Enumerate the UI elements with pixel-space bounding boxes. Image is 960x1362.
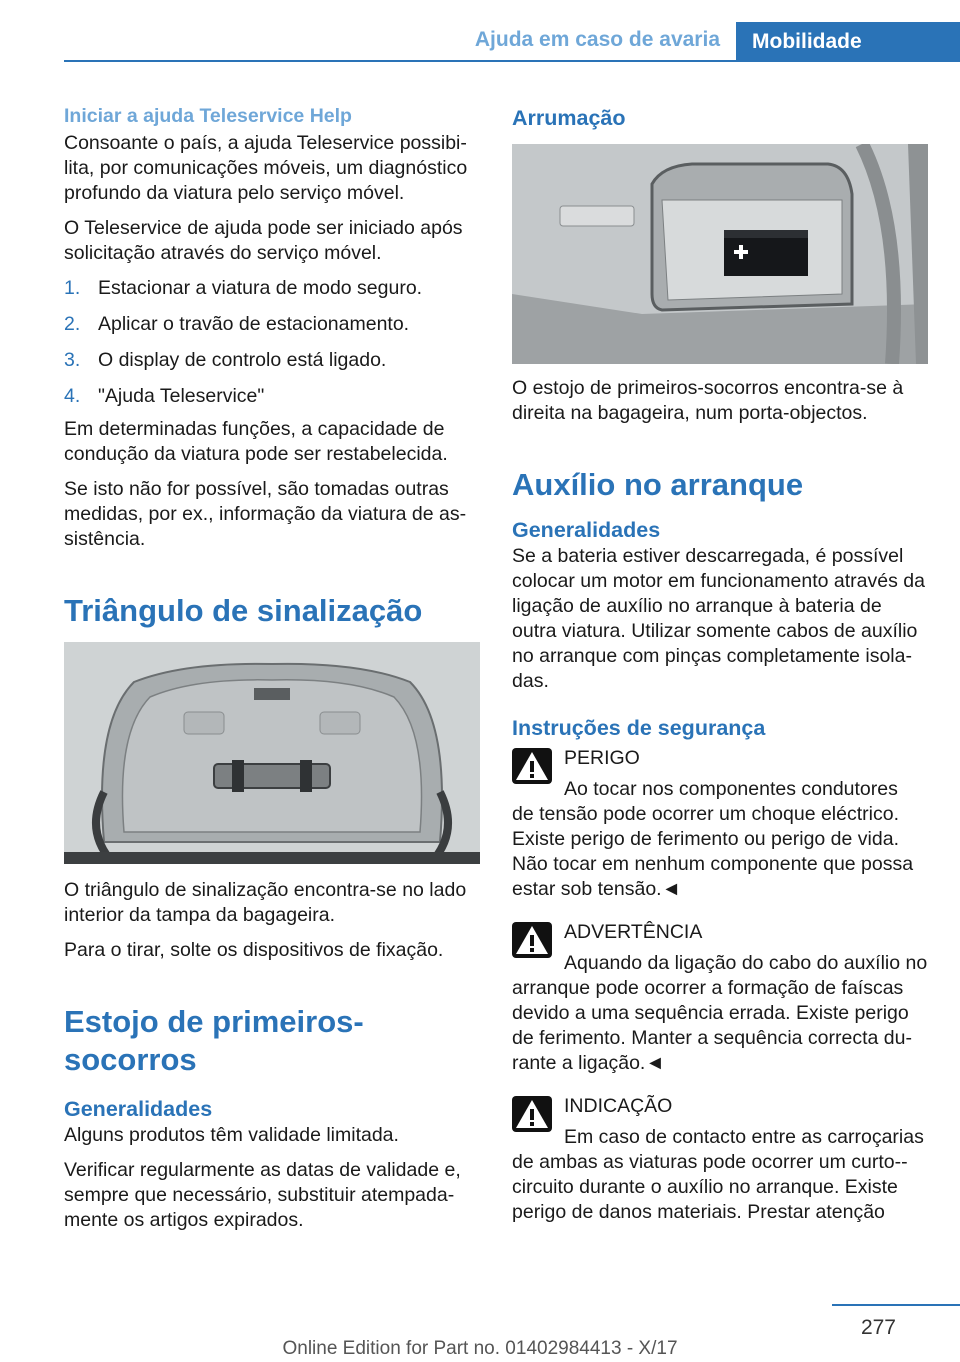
left-column <box>64 104 480 1243</box>
page-header <box>0 0 960 62</box>
warning-text-first-line: Em caso de contacto entre as carroçarias <box>564 1126 924 1148</box>
step-text: O display de controlo está ligado. <box>98 349 387 371</box>
warning-text-rest: arranque pode ocorrer a formação de faíscas devido a uma sequência errada. Existe perigo de ferimento. Manter a sequência correcta durante a ligação.◄ <box>512 977 912 1074</box>
triangle-paragraph-2: Para o tirar, solte os dispositivos de fixação. <box>64 939 444 961</box>
step-text: Aplicar o travão de estacionamento. <box>98 313 410 335</box>
warning-triangle-icon <box>512 1096 552 1132</box>
step-text: Estacionar a viatura de modo seguro. <box>98 277 423 299</box>
luggage-compartment-figure <box>512 144 928 364</box>
triangle-paragraph-1: O triângulo de sinalização encontra-se no lado interior da tampa da bagageira. <box>64 879 467 926</box>
step-text: "Ajuda Teleservice" <box>98 385 265 407</box>
warning-text <box>512 951 928 1076</box>
warning-triangle-icon <box>512 748 552 784</box>
jumpstart-heading: Auxílio no arranque <box>512 467 804 502</box>
step-number: 4. <box>64 385 81 407</box>
edition-footer: Online Edition for Part no. 01402984413 - X/17 <box>282 1338 678 1359</box>
warning-text <box>512 1125 928 1225</box>
warning-label: INDICAÇÃO <box>564 1095 673 1117</box>
teleservice-steps <box>64 276 480 409</box>
firstaid-general-heading: Generalidades <box>64 1097 213 1121</box>
list-item <box>64 384 480 409</box>
warning-text-first-line: Aquando da ligação do cabo do auxílio no <box>564 952 928 974</box>
safety-heading: Instruções de segurança <box>512 716 766 740</box>
teleservice-paragraph-4: Se isto não for possível, são tomadas outras medidas, por ex., informação da viatura de assistência. <box>64 478 467 550</box>
header-rule <box>64 60 960 62</box>
teleservice-paragraph-3: Em determinadas funções, a capacidade de condução da viatura pode ser restabelecida. <box>64 418 448 465</box>
triangle-heading: Triângulo de sinalização <box>64 593 423 628</box>
storage-paragraph-1: O estojo de primeiros-socorros encontra-se à direita na bagageira, num porta-objectos. <box>512 377 904 424</box>
page-number: 277 <box>860 1316 896 1339</box>
jumpstart-paragraph-1: Se a bateria estiver descarregada, é possível colocar um motor em funcionamento através da ligação de auxílio no arranque à bateria de outra viatura. Utilizar somente cabos de auxílio no arranque com pinças completamente isoladas. <box>512 545 925 692</box>
warning-indicacao <box>512 1094 928 1225</box>
step-number: 2. <box>64 313 81 335</box>
warning-text <box>512 777 928 902</box>
header-chapter-tab: Mobilidade <box>736 22 960 62</box>
step-number: 3. <box>64 349 81 371</box>
storage-heading: Arrumação <box>512 106 626 130</box>
header-section-title: Ajuda em caso de avaria <box>474 28 720 51</box>
warning-label: ADVERTÊNCIA <box>564 921 703 943</box>
list-item <box>64 348 480 373</box>
firstaid-heading: Estojo de primeiros-socorros <box>64 1004 364 1077</box>
footer-rule <box>832 1304 960 1306</box>
warning-danger <box>512 746 928 902</box>
warning-text-first-line: Ao tocar nos componentes condutores <box>564 778 898 800</box>
warning-label: PERIGO <box>564 747 640 769</box>
firstaid-paragraph-1: Alguns produtos têm validade limitada. <box>64 1124 399 1146</box>
jumpstart-general-heading: Generalidades <box>512 518 661 542</box>
teleservice-paragraph-1: Consoante o país, a ajuda Teleservice possibilita, por comunicações móveis, um diagnóstico profundo da viatura pelo serviço móvel. <box>64 132 468 204</box>
warning-triangle-icon <box>512 922 552 958</box>
trunk-lid-figure <box>64 642 480 864</box>
warning-text-rest: de ambas as viaturas pode ocorrer um curto-circuito durante o auxílio no arranque. Existe perigo de danos materiais. Prestar atenção <box>512 1151 908 1223</box>
teleservice-heading: Iniciar a ajuda Teleservice Help <box>64 105 352 127</box>
firstaid-paragraph-2: Verificar regularmente as datas de validade e, sempre que necessário, substituir atempadamente os artigos expirados. <box>64 1159 461 1231</box>
warning-text-rest: de tensão pode ocorrer um choque eléctrico. Existe perigo de ferimento ou perigo de vida. Não tocar em nenhum componente que possa estar sob tensão.◄ <box>512 803 914 900</box>
right-column <box>512 104 928 1243</box>
list-item <box>64 276 480 301</box>
list-item <box>64 312 480 337</box>
step-number: 1. <box>64 277 81 299</box>
warning-advertencia <box>512 920 928 1076</box>
teleservice-paragraph-2: O Teleservice de ajuda pode ser iniciado após solicitação através do serviço móvel. <box>64 217 463 264</box>
